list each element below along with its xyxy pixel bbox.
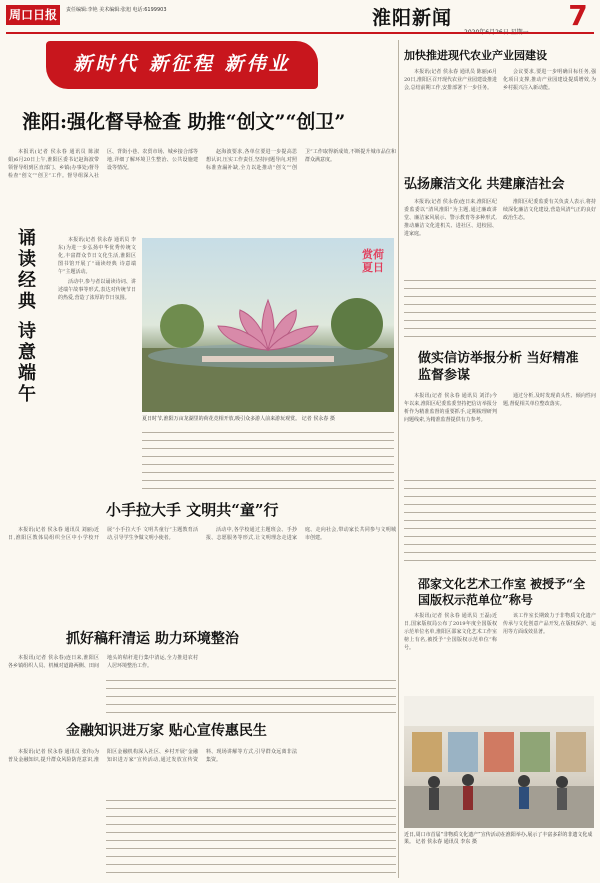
discipline-headline: 抓好稿秆清运 助力环境整治 — [66, 631, 239, 647]
finance-text-lines — [106, 800, 396, 876]
clean-text-lines — [404, 280, 596, 340]
lead-headline: 淮阳:强化督导检查 助推“创文”“创卫” — [22, 111, 346, 133]
clean-paragraph: 淮阳区纪委监委有关负责人表示,将持续深化廉洁文化建设,营造风清气正的良好政治生态。 — [503, 199, 596, 221]
discipline-paragraph: 本报讯(记者 侯永春)连日来,淮阳区各乡镇组织人员、机械对道路两侧、田间地头的秸秆进行集中清运,全力推进农村人居环境整治工作。 — [8, 655, 198, 669]
editor-info: 责任编辑:李艳 美术编辑:张旭 电话:6199903 — [66, 7, 167, 13]
column-divider — [398, 40, 399, 878]
page-number: 7 — [568, 0, 588, 32]
lead-paragraph: 本报讯(记者 侯永春 通讯员 陈淑娟)6月20日上午,淮阳区委书记赵海波带领督导组到区直部门、乡镇(办事处)督导检查“创文”“创卫”工作。督导组深入社区、背街小巷、农贸市场、城乡接合部等地,详细了解环境卫生整治、公共设施建设等情况。 — [8, 149, 198, 179]
report-text-lines — [404, 480, 596, 568]
lead-body — [8, 148, 396, 233]
finance-headline: 金融知识进万家 贴心宣传惠民生 — [66, 723, 267, 739]
exhibition-photo-caption: 近日,周口市首届“非物质文化遗产”宣传活动在淮阳举办,展示了丰富多彩的非遗文化成果。 记者 侯永春 通讯员 李东 摄 — [404, 832, 593, 845]
side-headline: 诵读经典 诗意端午 — [15, 228, 36, 406]
side-paragraph: 活动中,参与者以诵读诗词、讲述端午故事等形式,表达对传统节日的热爱,营造了浓厚的节日氛围。 — [58, 279, 136, 301]
culture-headline: 邵家文化艺术工作室 被授予“全国版权示范单位”称号 — [418, 577, 586, 607]
photo-overlay-text: 赏荷 夏日 — [362, 248, 384, 274]
lead-photo-caption: 夏日时节,淮阳万亩龙湖里的荷花竞相开放,吸引众多游人前来游玩观赏。 记者 侯永春 摄 — [142, 416, 335, 422]
children-paragraph: 活动中,各学校通过主题班会、手抄报、志愿服务等形式,让文明理念走进家庭、走向社会,带动家长共同参与文明城市创建。 — [206, 527, 396, 541]
side-paragraph: 本报讯(记者 侯永春 通讯员 李东)为进一步弘扬中华优秀传统文化,丰富群众节日文化生活,淮阳区图书馆开展了“诵读经典 诗意端午”主题活动。 — [58, 237, 136, 275]
side-body — [58, 236, 136, 490]
slogan-banner-text: 新时代 新征程 新伟业 — [73, 53, 291, 75]
agri-paragraph: 会议要求,要进一步明确目标任务,强化项目支撑,推动产业园建设提质增效,为乡村振兴注入新动能。 — [503, 69, 596, 91]
report-paragraph: 本报讯(记者 侯永春 通讯员 刘洋)今年以来,淮阳区纪委监委坚持把信访举报分析作为精准监督的重要抓手,定期梳理研判问题线索,为精准监督提供有力参考。 — [404, 393, 497, 423]
report-paragraph: 通过分析,及时发现苗头性、倾向性问题,督促相关单位整改落实。 — [503, 393, 596, 407]
agri-paragraph: 本报讯(记者 侯永春 通讯员 陈丽)6月20日,淮阳区召开现代农业产业园建设推进会,总结前期工作,安排部署下一步任务。 — [404, 69, 497, 91]
culture-paragraph: 该工作室长期致力于非物质文化遗产传承与文化创意产品开发,在版权保护、运用等方面成效显著。 — [503, 613, 596, 635]
clean-paragraph: 本报讯(记者 侯永春)连日来,淮阳区纪委监委以“清风淮阳”为主题,通过廉政讲堂、廉洁家风展示、警示教育等多种形式,推动廉洁文化进机关、进社区、进校园、进家庭。 — [404, 199, 497, 237]
section-title: 淮阳新闻 — [372, 7, 453, 29]
lotus-photo — [142, 238, 394, 412]
discipline-text-lines — [106, 680, 396, 714]
masthead-rule — [6, 32, 594, 34]
culture-paragraph: 本报讯(记者 侯永春 通讯员 王磊)近日,国家版权局公布了2019年度全国版权示范单位名单,淮阳区邵家文化艺术工作室榜上有名,被授予“全国版权示范单位”称号。 — [404, 613, 497, 651]
children-headline: 小手拉大手 文明共“童”行 — [106, 501, 279, 519]
children-paragraph: 本报讯(记者 侯永春 通讯员 刘丽)近日,淮阳区教体局组织全区中小学校开展“小手拉大手 文明共童行”主题教育活动,引导学生争做文明小使者。 — [8, 527, 198, 541]
exhibition-photo — [404, 696, 594, 828]
lead-text-lines — [142, 432, 394, 490]
finance-paragraph: 本报讯(记者 侯永春 通讯员 张伟)为普及金融知识,提升群众风险防范意识,淮阳区金融机构深入社区、乡村开展“金融知识进万家”宣传活动,通过发放宣传资料、现场讲解等方式,引导群众远离非法集资。 — [8, 749, 297, 763]
culture-body — [404, 612, 596, 692]
newspaper-logo: 周口日报 — [6, 5, 60, 25]
clean-headline: 弘扬廉洁文化 共建廉洁社会 — [404, 177, 565, 192]
agri-body — [404, 68, 596, 160]
children-body — [8, 526, 396, 626]
agri-headline: 加快推进现代农业产业园建设 — [404, 49, 547, 62]
lead-paragraph: 赵海波要求,各单位要进一步提高思想认识,压实工作责任,坚持问题导向,对照标准查漏补缺,全力以赴推动“创文”“创卫”工作取得新成效,不断提升城市品位和群众满意度。 — [206, 149, 396, 171]
report-headline: 做实信访举报分析 当好精准监督参谋 — [418, 351, 579, 383]
